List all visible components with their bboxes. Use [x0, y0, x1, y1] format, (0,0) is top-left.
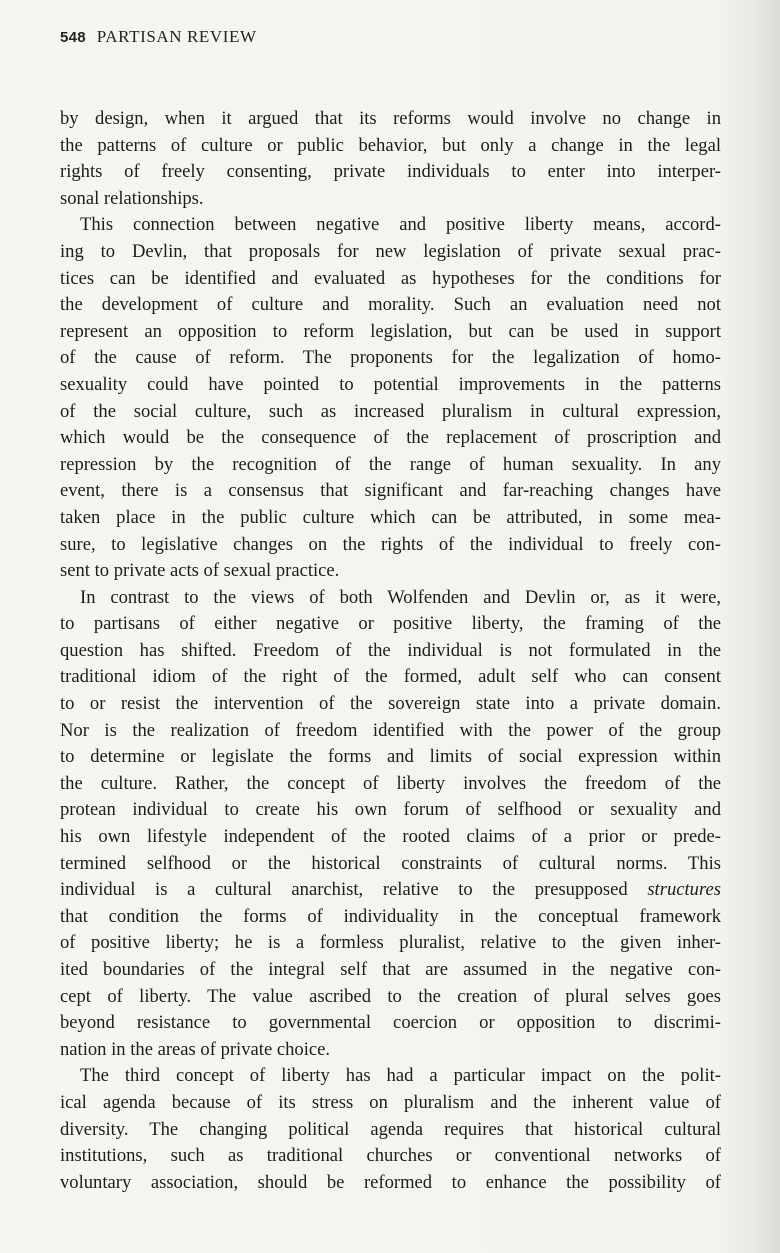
text-line-content: by design, when it argued that its reforms would involve no change in — [60, 108, 721, 129]
text-line — [60, 585, 721, 612]
body-text — [60, 106, 721, 1196]
text-line — [60, 1117, 721, 1144]
text-line-content: Nor is the realization of freedom identified with the power of the group — [60, 719, 721, 741]
text-line-content: beyond resistance to governmental coercion or opposition to discrimi- — [60, 1012, 721, 1034]
text-line-content: sonal relationships. — [60, 187, 204, 209]
text-line-content: the culture. Rather, the concept of liberty involves the freedom of the — [60, 772, 721, 794]
text-line — [60, 106, 721, 133]
text-line-content: taken place in the public culture which can be attributed, in some mea- — [60, 506, 721, 528]
text-line — [60, 1170, 721, 1197]
text-line-content: tices can be identified and evaluated as hypotheses for the conditions for — [60, 267, 721, 289]
text-line — [60, 1063, 721, 1090]
text-line-content: ing to Devlin, that proposals for new legislation of private sexual prac- — [60, 240, 721, 262]
text-line-content: which would be the consequence of the replacement of proscription and — [60, 427, 721, 449]
text-line — [60, 718, 721, 745]
text-line — [60, 691, 721, 718]
text-line — [60, 266, 721, 293]
text-line-content: termined selfhood or the historical constraints of cultural norms. This — [60, 852, 721, 874]
text-line — [60, 984, 721, 1011]
text-line — [60, 638, 721, 665]
text-line-content: event, there is a consensus that significant and far-reaching changes have — [60, 480, 721, 502]
text-line — [60, 532, 721, 559]
text-line — [60, 1037, 721, 1064]
text-line-content: of positive liberty; he is a formless pluralist, relative to the given inher- — [60, 932, 721, 954]
text-line-content: In contrast to the views of both Wolfenden and Devlin or, as it were, — [80, 586, 721, 608]
text-line-content: traditional idiom of the right of the formed, adult self who can consent — [60, 666, 721, 688]
text-line — [60, 452, 721, 479]
text-line-content: the patterns of culture or public behavior, but only a change in the legal — [60, 134, 721, 156]
text-line-content: ical agenda because of its stress on pluralism and the inherent value of — [60, 1091, 721, 1113]
text-line — [60, 399, 721, 426]
text-line — [60, 877, 721, 904]
journal-title: PARTISAN REVIEW — [96, 27, 257, 46]
text-line-content: cept of liberty. The value ascribed to the creation of plural selves goes — [60, 985, 721, 1007]
text-line-content: to or resist the intervention of the sovereign state into a private domain. — [60, 693, 721, 715]
text-line — [60, 345, 721, 372]
text-line — [60, 159, 721, 186]
text-line — [60, 1143, 721, 1170]
text-line — [60, 771, 721, 798]
text-line — [60, 904, 721, 931]
text-line — [60, 478, 721, 505]
text-line-content: the development of culture and morality. Such an evaluation need not — [60, 294, 721, 316]
text-line-content: individual is a cultural anarchist, relative to the presupposed — [60, 879, 628, 901]
text-line-content: his own lifestyle independent of the rooted claims of a prior or prede- — [60, 826, 721, 848]
text-line-content: The third concept of liberty has had a particular impact on the polit- — [80, 1065, 721, 1087]
text-line — [60, 851, 721, 878]
text-line-content: protean individual to create his own forum of selfhood or sexuality and — [60, 799, 721, 821]
text-line — [60, 133, 721, 160]
text-line-content: nation in the areas of private choice. — [60, 1038, 331, 1060]
text-line-content: of the cause of reform. The proponents for the legalization of homo- — [60, 347, 721, 369]
text-line-content: rights of freely consenting, private individuals to enter into interper- — [60, 161, 721, 183]
text-line — [60, 239, 721, 266]
text-line — [60, 664, 721, 691]
text-line — [60, 212, 721, 239]
text-line — [60, 319, 721, 346]
text-line-content: question has shifted. Freedom of the individual is not formulated in the — [60, 639, 721, 661]
text-line — [60, 372, 721, 399]
text-line — [60, 930, 721, 957]
text-line-content: sure, to legislative changes on the rights of the individual to freely con- — [60, 533, 721, 555]
text-line — [60, 186, 721, 213]
text-line-content: voluntary association, should be reformed to enhance the possibility of — [60, 1171, 721, 1193]
text-line — [60, 425, 721, 452]
text-line — [60, 611, 721, 638]
text-line — [60, 797, 721, 824]
text-line-content: to partisans of either negative or positive liberty, the framing of the — [60, 613, 721, 635]
text-line-content: represent an opposition to reform legislation, but can be used in support — [60, 320, 721, 342]
text-line — [60, 957, 721, 984]
text-line-content: institutions, such as traditional churches or conventional networks of — [60, 1145, 721, 1167]
text-line — [60, 558, 721, 585]
page-number: 548 — [60, 29, 86, 46]
text-line — [60, 1090, 721, 1117]
text-line-content: This connection between negative and positive liberty means, accord- — [80, 214, 721, 236]
text-line — [60, 505, 721, 532]
text-line-content: sexuality could have pointed to potential improvements in the patterns — [60, 373, 721, 395]
text-line — [60, 824, 721, 851]
italic-word: structures — [647, 879, 721, 901]
text-line-content: diversity. The changing political agenda requires that historical cultural — [60, 1118, 721, 1140]
text-line-content: to determine or legislate the forms and limits of social expression within — [60, 746, 721, 768]
text-line-content: sent to private acts of sexual practice. — [60, 560, 340, 582]
text-line-content: that condition the forms of individuality in the conceptual framework — [60, 905, 721, 927]
text-line-content: of the social culture, such as increased pluralism in cultural expression, — [60, 400, 721, 422]
text-line — [60, 1010, 721, 1037]
text-line-content: ited boundaries of the integral self that are assumed in the negative con- — [60, 959, 721, 980]
text-line — [60, 744, 721, 771]
running-header — [60, 27, 257, 47]
text-line — [60, 292, 721, 319]
text-line-content: repression by the recognition of the range of human sexuality. In any — [60, 453, 721, 475]
